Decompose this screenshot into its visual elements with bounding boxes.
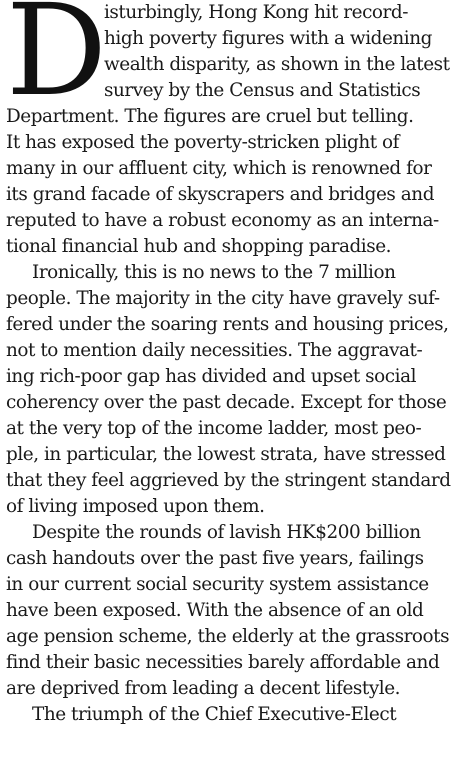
paragraph-line: not to mention daily necessities. The aggravat- bbox=[6, 340, 423, 361]
paragraph-line: survey by the Census and Statistics bbox=[104, 80, 421, 101]
paragraph-3 bbox=[6, 520, 466, 702]
paragraph-line: high poverty figures with a widening bbox=[104, 28, 432, 49]
paragraph-1 bbox=[6, 0, 466, 260]
paragraph-line: ple, in particular, the lowest strata, have stressed bbox=[6, 444, 446, 465]
article-body bbox=[6, 0, 466, 728]
paragraph-line: many in our affluent city, which is renowned for bbox=[6, 158, 432, 179]
paragraph-line: wealth disparity, as shown in the latest bbox=[104, 54, 450, 75]
paragraph-line: Ironically, this is no news to the 7 million bbox=[32, 262, 396, 283]
paragraph-line: that they feel aggrieved by the stringent standard bbox=[6, 470, 451, 491]
paragraph-line: of living imposed upon them. bbox=[6, 496, 265, 517]
paragraph-line: Department. The figures are cruel but telling. bbox=[6, 106, 414, 127]
paragraph-line: The triumph of the Chief Executive-Elect bbox=[32, 704, 397, 725]
paragraph-line: are deprived from leading a decent lifestyle. bbox=[6, 678, 401, 699]
paragraph-line: It has exposed the poverty-stricken plight of bbox=[6, 132, 400, 153]
drop-cap-letter: D bbox=[6, 0, 108, 124]
paragraph-line: tional financial hub and shopping paradise. bbox=[6, 236, 392, 257]
paragraph-line: its grand facade of skyscrapers and bridges and bbox=[6, 184, 435, 205]
paragraph-2 bbox=[6, 260, 466, 520]
paragraph-line: age pension scheme, the elderly at the grassroots bbox=[6, 626, 450, 647]
paragraph-line: have been exposed. With the absence of an old bbox=[6, 600, 424, 621]
paragraph-line: ing rich-poor gap has divided and upset social bbox=[6, 366, 417, 387]
paragraph-line: in our current social security system assistance bbox=[6, 574, 429, 595]
paragraph-4 bbox=[6, 702, 466, 728]
paragraph-line: Despite the rounds of lavish HK$200 billion bbox=[32, 522, 421, 543]
paragraph-line: find their basic necessities barely affordable and bbox=[6, 652, 440, 673]
paragraph-line: reputed to have a robust economy as an interna- bbox=[6, 210, 439, 231]
paragraph-line: at the very top of the income ladder, most peo- bbox=[6, 418, 422, 439]
paragraph-line: people. The majority in the city have gravely suf- bbox=[6, 288, 440, 309]
paragraph-line: cash handouts over the past five years, failings bbox=[6, 548, 424, 569]
paragraph-line: isturbingly, Hong Kong hit record- bbox=[104, 2, 408, 23]
paragraph-line: fered under the soaring rents and housing prices, bbox=[6, 314, 449, 335]
paragraph-line: coherency over the past decade. Except for those bbox=[6, 392, 447, 413]
